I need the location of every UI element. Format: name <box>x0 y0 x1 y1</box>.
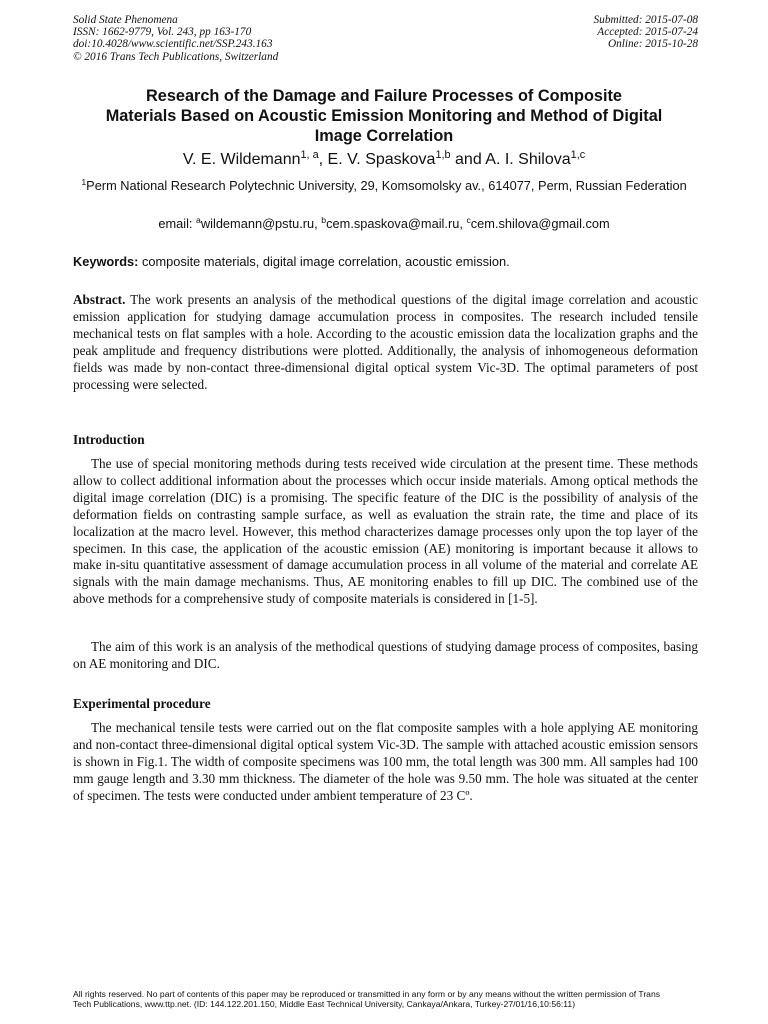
journal-doi: doi:10.4028/www.scientific.net/SSP.243.163 <box>73 38 273 51</box>
author-name: A. I. Shilova <box>485 151 571 168</box>
journal-name: Solid State Phenomena <box>73 14 178 26</box>
introduction-paragraph: The use of special monitoring methods during tests received wide circulation at the present time. These methods allow to collect additional information about the processes which occur inside materials. Among optical methods the digital image correlation (DIC) is a promising. The specific feature of the DIC is the possibility of analysis of the deformation fields on contrasting sample surface, as well as evaluation the strain rate, the time and place of its localization at the macro level. However, this method characterizes damage processes only upon the top layer of the specimen. In this case, the application of the acoustic emission (AE) monitoring is important because it allows to make in-situ quantitative assessment of damage accumulation process in all volume of the material and correlate AE signals with the main damage mechanisms. Thus, AE monitoring enables to fill up DIC. The combined use of the above methods for a comprehensive study of composite materials is considered in [1-5]. <box>73 456 698 607</box>
affiliation-text: Perm National Research Polytechnic University, 29, Komsomolsky av., 614077, Perm, Russian Federation <box>86 178 687 193</box>
author-name: E. V. Spaskova <box>327 151 436 168</box>
title-line: Materials Based on Acoustic Emission Monitoring and Method of Digital <box>105 107 663 125</box>
copyright-footer <box>73 990 698 1009</box>
title-line: Image Correlation <box>314 127 454 145</box>
keywords-label: Keywords: <box>73 254 139 269</box>
affiliation <box>60 178 708 194</box>
journal-copyright: © 2016 Trans Tech Publications, Switzerland <box>73 50 279 63</box>
introduction-paragraph: The aim of this work is an analysis of the methodical questions of studying damage process of composites, basing on AE monitoring and DIC. <box>73 639 698 671</box>
email-address[interactable]: wildemann@pstu.ru, <box>200 216 322 231</box>
keywords-text: composite materials, digital image correlation, acoustic emission. <box>138 254 510 269</box>
experimental-paragraph: The mechanical tensile tests were carried out on the flat composite samples with a hole applying AE monitoring and non-contact three-dimensional digital optical system Vic-3D. The sample with attached acoustic emission sensors is shown in Fig.1. The width of composite specimens was 100 mm, the total length was 300 mm. All samples had 100 mm gauge length and 3.30 mm thickness. The diameter of the hole was 9.50 mm. The hole was situated at the center of specimen. The tests were conducted under ambient temperature of 23 Cº. <box>73 720 698 803</box>
title-line: Research of the Damage and Failure Processes of Composite <box>146 87 622 105</box>
email-marker: b <box>321 215 327 226</box>
submitted-date: Submitted: 2015-07-08 <box>593 14 698 26</box>
paper-title <box>60 86 708 146</box>
author-affiliation-marker: 1,c <box>570 149 586 162</box>
keywords <box>73 254 698 270</box>
abstract-label: Abstract. <box>73 292 126 307</box>
accepted-date: Accepted: 2015-07-24 <box>597 26 698 39</box>
email-label: email: <box>158 216 197 231</box>
journal-info <box>73 14 278 63</box>
section-heading-introduction: Introduction <box>73 432 145 447</box>
publication-dates <box>594 14 698 51</box>
author-list <box>60 150 708 170</box>
author-separator: and <box>450 151 486 168</box>
footer-line: Tech Publications, www.ttp.net. (ID: 144.122.201.150, Middle East Technical University, Cankaya/Ankara, Turkey-27/01/16,10:56:11) <box>73 998 576 1009</box>
affiliation-marker: 1 <box>81 177 87 188</box>
author-affiliation-marker: 1, a <box>300 149 319 162</box>
journal-issn: ISSN: 1662-9779, Vol. 243, pp 163-170 <box>73 26 252 39</box>
email-line <box>60 216 708 232</box>
footer-line: All rights reserved. No part of contents of this paper may be reproduced or transmitted in any form or by any means without the written permission of Trans <box>73 989 661 999</box>
email-address[interactable]: cem.spaskova@mail.ru, <box>326 216 467 231</box>
author-separator: , <box>318 151 328 168</box>
email-address[interactable]: cem.shilova@gmail.com <box>470 216 610 231</box>
online-date: Online: 2015-10-28 <box>607 38 698 51</box>
abstract-text: The work presents an analysis of the methodical questions of the digital image correlation and acoustic emission application for studying damage accumulation process in composites. The research included tensile mechanical tests on flat samples with a hole. According to the acoustic emission data the localization graphs and the peak amplitude and frequency distributions were plotted. Additionally, the analysis of inhomogeneous deformation fields was made by non-contact three-dimensional digital optical system Vic-3D. The optimal parameters of post processing were selected. <box>73 292 698 392</box>
author-name: V. E. Wildemann <box>182 151 301 168</box>
email-marker: c <box>466 215 471 226</box>
abstract <box>73 292 698 393</box>
author-affiliation-marker: 1,b <box>435 149 451 162</box>
email-marker: a <box>196 215 201 226</box>
section-heading-experimental: Experimental procedure <box>73 696 211 711</box>
